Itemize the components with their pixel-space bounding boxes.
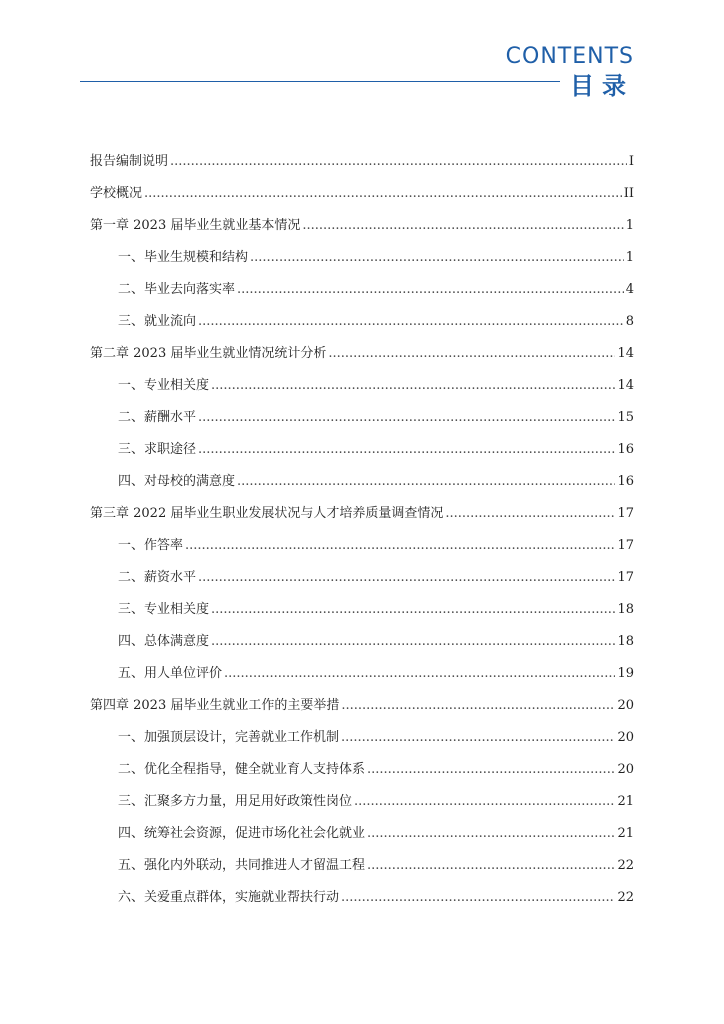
toc-entry[interactable]	[118, 470, 634, 490]
toc-entry-label: 第三章 2022 届毕业生职业发展状况与人才培养质量调查情况	[90, 506, 444, 521]
toc-entry[interactable]	[90, 502, 634, 522]
leader-dots	[354, 794, 615, 810]
toc-entry-label: 一、毕业生规模和结构	[118, 250, 249, 265]
toc-entry-label: 第二章 2023 届毕业生就业情况统计分析	[90, 346, 327, 361]
toc-entry-label: 二、薪酬水平	[118, 410, 197, 425]
toc-entry[interactable]	[118, 854, 634, 874]
leader-dots	[185, 538, 615, 554]
leader-dots	[198, 570, 615, 586]
toc-entry-page: 14	[617, 378, 634, 393]
toc-entry-page: 8	[625, 314, 634, 329]
toc-entry[interactable]	[90, 342, 634, 362]
toc-entry-page: 1	[625, 250, 634, 265]
toc-entry-label: 二、优化全程指导，健全就业育人支持体系	[118, 762, 366, 777]
toc-entry[interactable]	[90, 214, 634, 234]
toc-entry-page: 16	[617, 474, 634, 489]
toc-entry-page: 21	[617, 794, 634, 809]
toc-entry[interactable]	[118, 662, 634, 682]
toc-entry-page: 20	[617, 762, 634, 777]
contents-heading-english: CONTENTS	[505, 44, 634, 69]
toc-entry[interactable]	[118, 278, 634, 298]
leader-dots	[445, 506, 615, 522]
toc-entry-page: 17	[617, 506, 634, 521]
toc-entry-page: 14	[617, 346, 634, 361]
contents-heading-chinese: 目录	[570, 72, 634, 100]
toc-entry[interactable]	[118, 822, 634, 842]
leader-dots	[250, 250, 624, 266]
toc-entry[interactable]	[118, 246, 634, 266]
leader-dots	[211, 378, 615, 394]
toc-entry-page: 4	[625, 282, 634, 297]
leader-dots	[224, 666, 615, 682]
toc-entry[interactable]	[118, 310, 634, 330]
leader-dots	[211, 602, 615, 618]
toc-entry-page: 22	[617, 858, 634, 873]
toc-entry-page: 17	[617, 570, 634, 585]
toc-entry-label: 一、作答率	[118, 538, 184, 553]
leader-dots	[198, 442, 615, 458]
toc-entry-page: 17	[617, 538, 634, 553]
leader-dots	[328, 346, 615, 362]
toc-entry-page: II	[623, 186, 634, 201]
leader-dots	[367, 762, 615, 778]
toc-entry[interactable]	[118, 598, 634, 618]
toc-entry-label: 一、加强顶层设计，完善就业工作机制	[118, 730, 340, 745]
toc-entry-page: 20	[617, 698, 634, 713]
toc-entry-label: 六、关爱重点群体，实施就业帮扶行动	[118, 890, 340, 905]
leader-dots	[302, 218, 623, 234]
toc-entry[interactable]	[90, 150, 634, 170]
toc-entry-label: 四、总体满意度	[118, 634, 210, 649]
leader-dots	[341, 698, 615, 714]
toc-entry-label: 五、用人单位评价	[118, 666, 223, 681]
toc-entry-page: 16	[617, 442, 634, 457]
toc-entry[interactable]	[118, 438, 634, 458]
toc-entry[interactable]	[118, 726, 634, 746]
toc-entry-page: 15	[617, 410, 634, 425]
leader-dots	[170, 154, 627, 170]
toc-entry[interactable]	[90, 182, 634, 202]
toc-entry[interactable]	[118, 406, 634, 426]
leader-dots	[367, 826, 615, 842]
toc-entry[interactable]	[118, 566, 634, 586]
toc-entry-page: 1	[625, 218, 634, 233]
toc-entry-label: 学校概况	[90, 186, 143, 201]
toc-entry-page: 19	[617, 666, 634, 681]
toc-entry[interactable]	[118, 374, 634, 394]
toc-entry[interactable]	[118, 790, 634, 810]
toc-entry-label: 报告编制说明	[90, 154, 169, 169]
toc-entry-page: 22	[617, 890, 634, 905]
header-divider	[80, 81, 560, 82]
toc-entry-label: 第四章 2023 届毕业生就业工作的主要举措	[90, 698, 340, 713]
toc-entry[interactable]	[118, 630, 634, 650]
toc-entry-label: 二、毕业去向落实率	[118, 282, 236, 297]
toc-entry-label: 三、汇聚多方力量，用足用好政策性岗位	[118, 794, 353, 809]
toc-entry-label: 三、专业相关度	[118, 602, 210, 617]
toc-entry-page: 20	[617, 730, 634, 745]
leader-dots	[341, 890, 615, 906]
leader-dots	[211, 634, 615, 650]
toc-entry-page: 18	[617, 634, 634, 649]
toc-entry-page: I	[628, 154, 634, 169]
leader-dots	[237, 474, 615, 490]
toc-entry[interactable]	[118, 534, 634, 554]
toc-entry-label: 一、专业相关度	[118, 378, 210, 393]
toc-entry[interactable]	[90, 694, 634, 714]
toc-entry-label: 四、统筹社会资源，促进市场化社会化就业	[118, 826, 366, 841]
toc-entry-label: 五、强化内外联动，共同推进人才留温工程	[118, 858, 366, 873]
toc-entry-label: 四、对母校的满意度	[118, 474, 236, 489]
leader-dots	[341, 730, 615, 746]
leader-dots	[144, 186, 622, 202]
leader-dots	[367, 858, 615, 874]
toc-entry-label: 三、就业流向	[118, 314, 197, 329]
toc-entry-label: 二、薪资水平	[118, 570, 197, 585]
toc-entry-label: 三、求职途径	[118, 442, 197, 457]
toc-entry-page: 21	[617, 826, 634, 841]
leader-dots	[198, 410, 615, 426]
toc-entry[interactable]	[118, 758, 634, 778]
leader-dots	[237, 282, 624, 298]
toc-entry[interactable]	[118, 886, 634, 906]
toc-entry-page: 18	[617, 602, 634, 617]
toc-entry-label: 第一章 2023 届毕业生就业基本情况	[90, 218, 301, 233]
leader-dots	[198, 314, 624, 330]
